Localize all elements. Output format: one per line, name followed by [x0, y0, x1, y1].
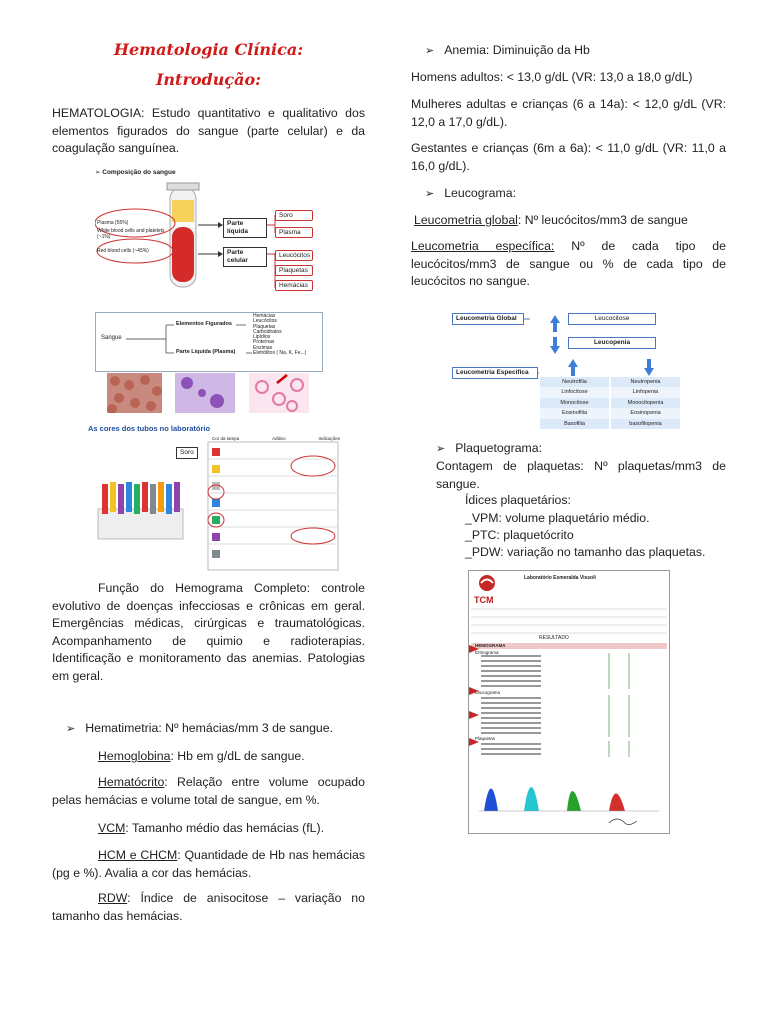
- leuco-especifica-box: Leucometria Especifica: [452, 367, 538, 379]
- tree-leaf: Lipídios: [253, 334, 271, 341]
- plaquetograma-text: Contagem de plaquetas: Nº plaquetas/mm3 de sangue.: [436, 459, 726, 491]
- intro-paragraph: HEMATOLOGIA: Estudo quantitativo e qualitativo dos elementos figurados do sangue (parte celular) e da coagulação sanguínea.: [52, 106, 365, 155]
- tube-label-plasma: Plasma (55%): [97, 220, 129, 226]
- def-term: RDW: [98, 891, 128, 905]
- page-subtitle: Introdução:: [155, 70, 262, 89]
- def-text: : Índice de anisocitose – variação no tamanho das hemácias.: [52, 891, 365, 923]
- def-term: Hematócrito: [98, 775, 165, 789]
- indice-pdw: _PDW: variação no tamanho das plaquetas.: [465, 545, 706, 559]
- def-term: VCM: [98, 821, 126, 835]
- leucograma-heading: [425, 185, 725, 204]
- cell-item-plaquetas: Plaquetas: [275, 265, 313, 276]
- lab-name: Laboratório Esmeralda Vissoli: [524, 575, 596, 581]
- def-hcm-chcm: [52, 847, 365, 882]
- plaquetograma-heading: [436, 440, 726, 459]
- leuco-esp-term: Leucometria específica:: [411, 239, 555, 253]
- cell-item-leucocitos: Leucócitos: [275, 250, 313, 261]
- down-item: basofilopenia: [611, 419, 680, 429]
- leucocitose-box: Leucocitose: [568, 313, 656, 325]
- leuco-esp-text: Nº de cada tipo de leucócitos/mm3 de sangue ou % de cada tipo de leucócitos no sangue.: [411, 239, 726, 288]
- soro-label: Soro: [176, 447, 198, 459]
- tree-root: Sangue: [101, 335, 122, 341]
- def-vcm: [52, 820, 365, 838]
- tree-leaf: Eletrólitos ( Na, K, Fe...): [253, 350, 307, 357]
- tube-label-rbc: Red blood cells (~45%): [97, 248, 149, 254]
- col-header: Cor da tampa: [212, 436, 240, 441]
- tree-leaf: Carboidratos: [253, 328, 282, 335]
- plaquetograma-heading-text: Plaquetograma:: [455, 441, 543, 455]
- up-item: Monocitose: [540, 398, 609, 408]
- anemia-gestantes: Gestantes e crianças (6m a 6a): < 11,0 g/dL (VR: 11,0 a 16,0 g/dL).: [411, 141, 726, 173]
- funcao-paragraph: Função do Hemograma Completo: controle evolutivo de doenças infecciosas e crônicas em geral. Emergências médicas, cirúrgicas e traumatológicas. Acompanhamento de quimio e radioterapias. Identificação e monitoramento das anemias. Patologias em geral.: [52, 581, 365, 683]
- liquid-item-plasma: Plasma: [275, 227, 313, 238]
- def-hematocrito: [52, 774, 365, 809]
- report-section: HEMOGRAMA: [475, 643, 506, 648]
- up-item: Neutrofilia: [540, 377, 609, 387]
- col-header: Indicações: [318, 436, 340, 441]
- microscopy-images: [107, 373, 319, 413]
- tree-leaf: Enzimas: [253, 344, 273, 351]
- down-item: Monocitopenia: [611, 398, 680, 408]
- down-item: Neutropenia: [611, 377, 680, 387]
- lab-report-figure: [468, 570, 670, 834]
- def-text: : Quantidade de Hb nas hemácias (pg e %). Avalia a cor das hemácias.: [52, 848, 366, 880]
- def-hemoglobina: [52, 748, 365, 766]
- down-item: Eosinopenia: [611, 408, 680, 418]
- leuco-especifica-table: [540, 377, 680, 429]
- def-term: HCM e CHCM: [98, 848, 178, 862]
- def-rdw: [52, 890, 365, 925]
- up-item: Eosinofilia: [540, 408, 609, 418]
- part-cellular: Parte celular: [223, 247, 267, 267]
- tcm-logo-text: TCM: [474, 595, 494, 605]
- leucopenia-box: Leucopenia: [568, 337, 656, 349]
- anemia-mulheres: Mulheres adultas e crianças (6 a 14a): < 12,0 g/dL (VR: 12,0 a 17,0 g/dL).: [411, 97, 726, 129]
- down-item: Linfopenia: [611, 387, 680, 397]
- tree-leaf: Leucócitos: [253, 318, 277, 325]
- report-result-label: RESULTADO: [539, 635, 569, 641]
- anemia-heading-text: Anemia: Diminuição da Hb: [444, 43, 590, 57]
- report-eritrograma: Eritrograma: [475, 650, 499, 655]
- report-leucograma: Leucograma: [475, 690, 501, 695]
- leuco-global-text: : Nº leucócitos/mm3 de sangue: [517, 213, 688, 227]
- hematimetria-text: Hematimetria: Nº hemácias/mm 3 de sangue.: [85, 721, 334, 735]
- up-item: Linfocitose: [540, 387, 609, 397]
- blood-tree-figure: [95, 312, 323, 372]
- def-term: Hemoglobina: [98, 749, 171, 763]
- def-text: : Tamanho médio das hemácias (fL).: [125, 821, 324, 835]
- leucometria-figure: [450, 305, 685, 430]
- up-item: Basofilia: [540, 419, 609, 429]
- report-plaquetas: Plaquetas: [475, 736, 496, 741]
- cell-item-hemacias: Hemácias: [275, 280, 313, 291]
- tube-rack-illustration: [88, 434, 343, 572]
- tree-branch-figurados: Elementos Figurados: [176, 321, 232, 327]
- col-header: Aditivo: [272, 436, 286, 441]
- indice-vpm: _VPM: volume plaquetário médio.: [465, 511, 650, 525]
- liquid-item-soro: Soro: [275, 210, 313, 221]
- hematimetria-item: [66, 720, 366, 739]
- leucograma-heading-text: Leucograma:: [444, 186, 516, 200]
- tree-leaves: [253, 314, 306, 356]
- page-title: Hematologia Clínica:: [113, 40, 304, 59]
- part-liquid: Parte líquida: [223, 218, 267, 238]
- fig3-heading: As cores dos tubos no laboratório: [88, 424, 211, 433]
- leuco-global-line: [414, 212, 726, 230]
- tree-leaf: Hemácias: [253, 313, 276, 319]
- anemia-heading: [425, 42, 725, 61]
- def-text: : Relação entre volume ocupado pelas hemácias e volume total de sangue, em %.: [52, 775, 365, 807]
- blood-composition-figure: ➢ Composição do sangue Plasma (55%) White blood cells and platelets (~1%) Red blood cells (~45%) Parte líquida Parte celular Soro Plasma Leucócitos Plaquetas Hemácias: [95, 165, 325, 300]
- def-text: : Hb em g/dL de sangue.: [170, 749, 305, 763]
- leuco-global-box: Leucometria Global: [452, 313, 524, 325]
- tube-table-header: [212, 436, 340, 441]
- tree-leaf: Plaquetas: [253, 323, 276, 330]
- microscopy-panels: [107, 373, 319, 413]
- fig1-heading: Composição do sangue: [102, 169, 176, 176]
- tube-label-wbc: White blood cells and platelets (~1%): [97, 228, 165, 240]
- anemia-homens: Homens adultos: < 13,0 g/dL (VR: 13,0 a 18,0 g/dL): [411, 70, 693, 84]
- indice-ptc: _PTC: plaquetócrito: [465, 528, 574, 542]
- leuco-especifica-line: [411, 238, 726, 291]
- tree-branch-liquida: Parte Líquida (Plasma): [176, 349, 236, 355]
- tube-colors-figure: [88, 422, 343, 572]
- leuco-global-term: Leucometria global: [414, 213, 518, 227]
- report-body: [469, 571, 669, 833]
- indices-heading: Ídices plaquetários:: [465, 493, 571, 507]
- tree-leaf: Proteínas: [253, 339, 275, 346]
